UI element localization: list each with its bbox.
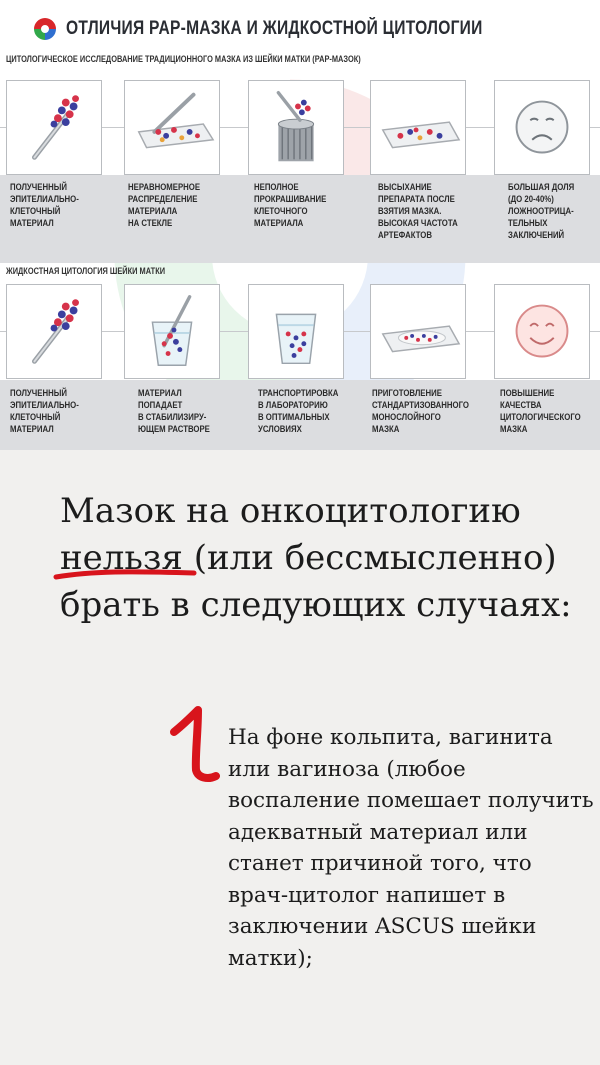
- underlined-word-text: нельзя: [60, 538, 183, 578]
- pap-step-5-sad-face-icon: [494, 80, 590, 175]
- pap-step-3-caption: НЕПОЛНОЕ ПРОКРАШИВАНИЕ КЛЕТОЧНОГО МАТЕРИАЛА: [254, 182, 327, 229]
- liquid-step-2-vial-with-brush-icon: [124, 284, 220, 379]
- liquid-caption-band: [0, 380, 600, 450]
- pap-step-5-caption: БОЛЬШАЯ ДОЛЯ (ДО 20-40%) ЛОЖНООТРИЦА- ТЕЛЬНЫХ ЗАКЛЮЧЕНИЙ: [508, 182, 575, 241]
- handwritten-number-1: [168, 706, 220, 784]
- liquid-step-3-vial-icon: [248, 284, 344, 379]
- pap-step-1-caption: ПОЛУЧЕННЫЙ ЭПИТЕЛИАЛЬНО- КЛЕТОЧНЫЙ МАТЕРИАЛ: [10, 182, 79, 229]
- liquid-step-4-monolayer-slide-icon: [370, 284, 466, 379]
- heading-text-before: Мазок на онкоцитологию: [60, 491, 521, 531]
- section-label-pap: ЦИТОЛОГИЧЕСКОЕ ИССЛЕДОВАНИЕ ТРАДИЦИОННОГО МАЗКА ИЗ ШЕЙКИ МАТКИ (PAP-МАЗОК): [6, 54, 361, 65]
- liquid-step-1-caption: ПОЛУЧЕННЫЙ ЭПИТЕЛИАЛЬНО- КЛЕТОЧНЫЙ МАТЕРИАЛ: [10, 388, 79, 435]
- pap-step-3-brush-in-container-icon: [248, 80, 344, 175]
- liquid-step-2-caption: МАТЕРИАЛ ПОПАДАЕТ В СТАБИЛИЗИРУ- ЮЩЕМ РАСТВОРЕ: [138, 388, 210, 435]
- main-heading: [60, 488, 590, 629]
- infographic: [0, 0, 600, 450]
- liquid-step-3-caption: ТРАНСПОРТИРОВКА В ЛАБОРАТОРИЮ В ОПТИМАЛЬНЫХ УСЛОВИЯХ: [258, 388, 339, 435]
- liquid-icon-row: [0, 284, 600, 379]
- liquid-step-5-happy-face-icon: [494, 284, 590, 379]
- pap-step-1-brush-icon: [6, 80, 102, 175]
- heading-text-after: (или бессмысленно) брать в следующих случаях:: [60, 538, 572, 625]
- pap-step-2-slide-smear-icon: [124, 80, 220, 175]
- liquid-step-1-brush-icon: [6, 284, 102, 379]
- infographic-title: ОТЛИЧИЯ PAP-МАЗКА И ЖИДКОСТНОЙ ЦИТОЛОГИИ: [66, 18, 483, 39]
- liquid-step-4-caption: ПРИГОТОВЛЕНИЕ СТАНДАРТИЗОВАННОГО МОНОСЛОЙНОГО МАЗКА: [372, 388, 469, 435]
- infographic-title-row: [32, 14, 574, 44]
- pap-step-2-caption: НЕРАВНОМЕРНОЕ РАСПРЕДЕЛЕНИЕ МАТЕРИАЛА НА СТЕКЛЕ: [128, 182, 201, 229]
- item-1-text: На фоне кольпита, вагинита или вагиноза (любое воспаление помешает получить адекватный материал или станет причиной того, что врач-цитолог напишет в заключении ASCUS шейки матки);: [228, 725, 594, 971]
- red-underline-stroke: [52, 559, 202, 589]
- section-label-liquid: ЖИДКОСТНАЯ ЦИТОЛОГИЯ ШЕЙКИ МАТКИ: [6, 266, 166, 277]
- underlined-word: [60, 535, 183, 582]
- liquid-step-5-caption: ПОВЫШЕНИЕ КАЧЕСТВА ЦИТОЛОГИЧЕСКОГО МАЗКА: [500, 388, 581, 435]
- pap-step-4-caption: ВЫСЫХАНИЕ ПРЕПАРАТА ПОСЛЕ ВЗЯТИЯ МАЗКА. ВЫСОКАЯ ЧАСТОТА АРТЕФАКТОВ: [378, 182, 458, 241]
- pap-step-4-dry-slide-icon: [370, 80, 466, 175]
- logo-icon: [32, 16, 58, 42]
- pap-icon-row: [0, 80, 600, 175]
- pap-caption-band: [0, 175, 600, 263]
